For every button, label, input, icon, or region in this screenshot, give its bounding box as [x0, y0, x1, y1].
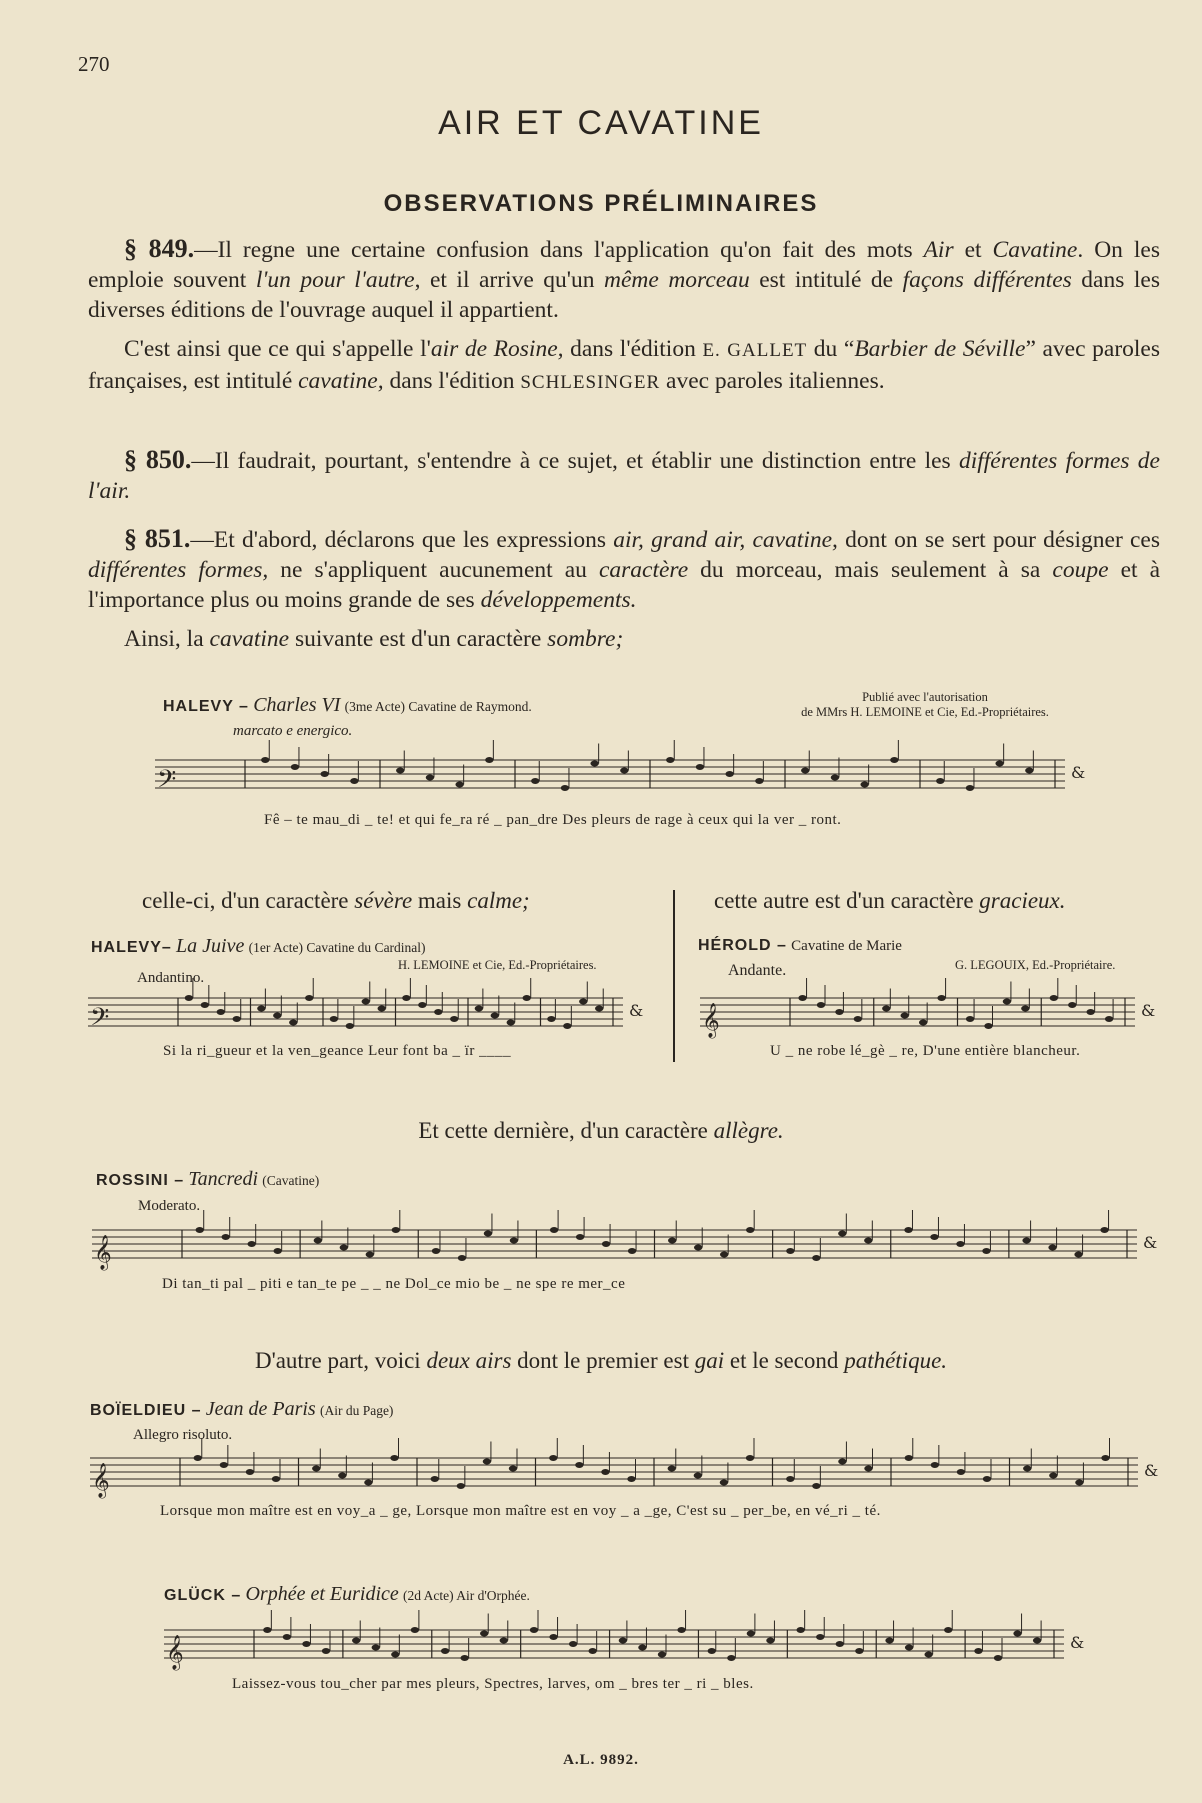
- note-head: [378, 1006, 386, 1012]
- note-head: [569, 1641, 577, 1647]
- note-head: [835, 1009, 843, 1015]
- note-head: [1033, 1638, 1041, 1644]
- tempo-marking: Moderato.: [138, 1198, 201, 1214]
- plate-number: A.L. 9892.: [563, 1752, 639, 1768]
- note-head: [974, 1648, 982, 1654]
- note-head: [460, 1655, 468, 1661]
- note-head: [746, 1455, 754, 1461]
- note-head: [786, 1248, 794, 1254]
- note-head: [994, 1655, 1002, 1661]
- note-head: [450, 1016, 458, 1022]
- note-head: [1105, 1016, 1113, 1022]
- music-staff: [92, 1222, 1157, 1272]
- note-head: [982, 1248, 990, 1254]
- note-head: [1025, 768, 1033, 774]
- music-staff: [164, 1622, 1084, 1672]
- note-head: [901, 1013, 909, 1019]
- note-head: [302, 1641, 310, 1647]
- lyrics: Si la ri_gueur et la ven_geance Leur font ba _ ïr ____: [163, 1043, 512, 1059]
- note-head: [1022, 1238, 1030, 1244]
- example-boieldieu-jean-de-paris: [90, 1398, 393, 1421]
- note-head: [579, 999, 587, 1005]
- note-head: [575, 1462, 583, 1468]
- note-head: [812, 1483, 820, 1489]
- paragraph-849: § 849.—Il regne une certaine confusion dans l'application qu'on fait des mots Air et Cavatine. On les emploie souvent l'un pour l'autre, et il arrive qu'un même morceau est intitulé de façons différentes dans les diverses éditions de l'ouvrage auquel il appartient.: [88, 234, 1160, 323]
- note-head: [257, 1006, 265, 1012]
- page-title: AIR ET CAVATINE: [438, 104, 764, 142]
- note-head: [246, 1469, 254, 1475]
- note-head: [1100, 1227, 1108, 1233]
- note-head: [340, 1245, 348, 1251]
- note-head: [263, 1627, 271, 1633]
- note-head: [919, 1020, 927, 1026]
- note-head: [816, 1634, 824, 1640]
- note-head: [746, 1227, 754, 1233]
- clef-icon: 𝄞: [702, 1003, 720, 1038]
- note-head: [352, 1638, 360, 1644]
- paragraph-851: § 851.—Et d'abord, déclarons que les expressions air, grand air, cavatine, dont on se sert pour désigner ces différentes formes, ne s'appliquent aucunement au caractère du morceau, mais seulement à sa coupe et à l'importance plus ou moins grande de ses développements.: [88, 524, 1161, 613]
- note-head: [588, 1648, 596, 1654]
- note-head: [194, 1455, 202, 1461]
- note-head: [838, 1231, 846, 1237]
- note-head: [475, 1006, 483, 1012]
- note-head: [725, 771, 733, 777]
- note-head: [590, 761, 598, 767]
- note-head: [485, 757, 493, 763]
- note-head: [658, 1652, 666, 1658]
- note-head: [864, 1466, 872, 1472]
- note-head: [550, 1227, 558, 1233]
- note-head: [747, 1631, 755, 1637]
- music-staff: [155, 752, 1085, 802]
- note-head: [305, 995, 313, 1001]
- note-head: [312, 1466, 320, 1472]
- note-head: [801, 768, 809, 774]
- note-head: [350, 778, 358, 784]
- note-head: [904, 1227, 912, 1233]
- note-head: [694, 1473, 702, 1479]
- note-head: [455, 782, 463, 788]
- note-head: [924, 1652, 932, 1658]
- note-head: [1075, 1480, 1083, 1486]
- note-head: [864, 1238, 872, 1244]
- note-head: [185, 995, 193, 1001]
- note-head: [666, 757, 674, 763]
- note-head: [838, 1459, 846, 1465]
- music-staff: [90, 1450, 1158, 1500]
- note-head: [854, 1016, 862, 1022]
- lyrics: Fê – te mau_di _ te! et qui fe_ra ré _ pan_dre Des pleurs de rage à ceux qui la ver _ ront.: [264, 812, 842, 828]
- note-head: [392, 1227, 400, 1233]
- note-head: [247, 1241, 255, 1247]
- note-head: [694, 1245, 702, 1251]
- section-number: § 851.: [124, 524, 191, 553]
- note-head: [289, 1020, 297, 1026]
- section-subtitle: OBSERVATIONS PRÉLIMINAIRES: [383, 190, 819, 217]
- note-head: [484, 1231, 492, 1237]
- continuation-mark: &: [1141, 1001, 1156, 1020]
- note-head: [391, 1652, 399, 1658]
- note-head: [1068, 1002, 1076, 1008]
- note-head: [510, 1238, 518, 1244]
- note-head: [983, 1476, 991, 1482]
- note-head: [755, 778, 763, 784]
- note-head: [668, 1466, 676, 1472]
- note-head: [595, 1006, 603, 1012]
- note-head: [233, 1016, 241, 1022]
- note-head: [1021, 1006, 1029, 1012]
- publisher-rights: G. LEGOUIX, Ed.-Propriétaire.: [955, 958, 1116, 972]
- note-head: [1101, 1455, 1109, 1461]
- note-head: [366, 1252, 374, 1258]
- note-head: [720, 1480, 728, 1486]
- music-staff: [88, 990, 643, 1040]
- note-head: [1003, 999, 1011, 1005]
- example-heading: HALEVY– La Juive (1er Acte) Cavatine du Cardinal): [91, 935, 426, 957]
- note-head: [320, 771, 328, 777]
- note-head: [727, 1655, 735, 1661]
- note-head: [563, 1023, 571, 1029]
- note-head: [627, 1476, 635, 1482]
- note-head: [547, 1016, 555, 1022]
- note-head: [196, 1227, 204, 1233]
- page-number: 270: [78, 52, 110, 76]
- note-head: [222, 1234, 230, 1240]
- note-head: [441, 1648, 449, 1654]
- example-gluck-orphee: [164, 1583, 530, 1606]
- note-head: [338, 1473, 346, 1479]
- music-staff: [700, 990, 1155, 1040]
- note-head: [798, 995, 806, 1001]
- example-heading: GLÜCK – Orphée et Euridice (2d Acte) Air d'Orphée.: [164, 1583, 530, 1605]
- note-head: [677, 1627, 685, 1633]
- note-head: [956, 1241, 964, 1247]
- intro-text: D'autre part, voici deux airs dont le premier est gai et le second pathétique.: [254, 1348, 948, 1373]
- note-head: [523, 995, 531, 1001]
- section-number: § 849.: [124, 234, 195, 263]
- note-head: [434, 1009, 442, 1015]
- note-head: [966, 785, 974, 791]
- note-head: [283, 1634, 291, 1640]
- tempo-marking: marcato e energico.: [233, 723, 353, 739]
- note-head: [944, 1627, 952, 1633]
- note-head: [885, 1638, 893, 1644]
- note-head: [411, 1627, 419, 1633]
- note-head: [457, 1483, 465, 1489]
- note-head: [273, 1013, 281, 1019]
- note-head: [696, 764, 704, 770]
- note-head: [966, 1016, 974, 1022]
- note-head: [601, 1469, 609, 1475]
- note-head: [602, 1241, 610, 1247]
- note-head: [291, 764, 299, 770]
- example-halevy-charles-vi: [163, 694, 532, 717]
- note-head: [418, 1002, 426, 1008]
- note-head: [812, 1255, 820, 1261]
- note-head: [396, 768, 404, 774]
- note-head: [549, 1634, 557, 1640]
- note-head: [362, 999, 370, 1005]
- intro-text: celle-ci, d'un caractère sévère mais calme;: [142, 888, 530, 913]
- note-head: [273, 1248, 281, 1254]
- note-head: [322, 1648, 330, 1654]
- example-halevy-la-juive: [91, 935, 426, 958]
- note-head: [860, 782, 868, 788]
- continuation-mark: &: [1070, 1633, 1085, 1652]
- note-head: [1086, 1009, 1094, 1015]
- tempo-marking: Andante.: [728, 962, 787, 979]
- note-head: [620, 768, 628, 774]
- note-head: [1048, 1245, 1056, 1251]
- note-head: [984, 1023, 992, 1029]
- note-head: [364, 1480, 372, 1486]
- note-head: [786, 1476, 794, 1482]
- clef-icon: 𝄢: [90, 1003, 110, 1038]
- publisher-rights: H. LEMOINE et Cie, Ed.-Propriétaires.: [398, 958, 597, 972]
- note-head: [530, 1627, 538, 1633]
- note-head: [836, 1641, 844, 1647]
- note-head: [668, 1238, 676, 1244]
- note-head: [507, 1020, 515, 1026]
- paragraph-849-continued: C'est ainsi que ce qui s'appelle l'air de Rosine, dans l'édition E. GALLET du “Barbier de Séville” avec paroles françaises, est intitulé cavatine, dans l'édition SCHLESINGER avec paroles italiennes.: [88, 336, 1160, 394]
- note-head: [549, 1455, 557, 1461]
- note-head: [314, 1238, 322, 1244]
- continuation-mark: &: [1071, 763, 1086, 782]
- note-head: [890, 757, 898, 763]
- note-head: [483, 1459, 491, 1465]
- note-head: [261, 757, 269, 763]
- note-head: [831, 775, 839, 781]
- clef-icon: 𝄞: [166, 1635, 184, 1670]
- example-rossini-tancredi: [96, 1168, 319, 1191]
- section-number: § 850.: [124, 445, 192, 474]
- note-head: [561, 785, 569, 791]
- note-head: [491, 1013, 499, 1019]
- note-head: [390, 1455, 398, 1461]
- publisher-rights: Publié avec l'autorisation de MMrs H. LEMOINE et Cie, Ed.-Propriétaires.: [801, 690, 1049, 719]
- note-head: [1023, 1466, 1031, 1472]
- note-head: [402, 995, 410, 1001]
- continuation-mark: &: [1144, 1461, 1159, 1480]
- note-head: [1074, 1252, 1082, 1258]
- note-head: [426, 775, 434, 781]
- note-head: [855, 1648, 863, 1654]
- lyrics: Laissez-vous tou_cher par mes pleurs, Spectres, larves, om _ bres ter _ ri _ bles.: [232, 1676, 754, 1692]
- intro-text: cette autre est d'un caractère gracieux.: [714, 888, 1066, 913]
- note-head: [201, 1002, 209, 1008]
- note-head: [817, 1002, 825, 1008]
- note-head: [995, 761, 1003, 767]
- note-head: [905, 1455, 913, 1461]
- tempo-marking: Andantino.: [137, 970, 205, 986]
- note-head: [628, 1248, 636, 1254]
- note-head: [480, 1631, 488, 1637]
- note-head: [638, 1645, 646, 1651]
- tempo-marking: Allegro risoluto.: [133, 1427, 233, 1443]
- lyrics: Di tan_ti pal _ piti e tan_te pe _ _ ne Dol_ce mio be _ ne spe re mer_ce: [162, 1276, 626, 1292]
- note-head: [531, 778, 539, 784]
- note-head: [500, 1638, 508, 1644]
- note-head: [432, 1248, 440, 1254]
- note-head: [931, 1462, 939, 1468]
- note-head: [509, 1466, 517, 1472]
- column-divider: [673, 890, 675, 1062]
- clef-icon: 𝄞: [92, 1463, 110, 1498]
- note-head: [937, 995, 945, 1001]
- note-head: [576, 1234, 584, 1240]
- note-head: [220, 1462, 228, 1468]
- clef-icon: 𝄞: [94, 1235, 112, 1270]
- lyrics: U _ ne robe lé_gè _ re, D'une entière blancheur.: [770, 1043, 1081, 1059]
- note-head: [882, 1006, 890, 1012]
- paragraph-ainsi: Ainsi, la cavatine suivante est d'un caractère sombre;: [124, 626, 624, 652]
- lyrics: Lorsque mon maître est en voy_a _ ge, Lorsque mon maître est en voy _ a _ge, C'est su _ per_be, en vé_ri _ té.: [160, 1503, 881, 1519]
- note-head: [372, 1645, 380, 1651]
- note-head: [708, 1648, 716, 1654]
- note-head: [766, 1638, 774, 1644]
- continuation-mark: &: [629, 1001, 644, 1020]
- note-head: [272, 1476, 280, 1482]
- note-head: [1013, 1631, 1021, 1637]
- continuation-mark: &: [1143, 1233, 1158, 1252]
- example-heading: HÉROLD – Cavatine de Marie: [698, 937, 902, 954]
- note-head: [346, 1023, 354, 1029]
- paragraph-850: § 850.—Il faudrait, pourtant, s'entendre à ce sujet, et établir une distinction entre les différentes formes de l'air.: [88, 445, 1160, 504]
- example-heading: HALEVY – Charles VI (3me Acte) Cavatine de Raymond.: [163, 694, 532, 716]
- note-head: [936, 778, 944, 784]
- note-head: [1049, 1473, 1057, 1479]
- note-head: [720, 1252, 728, 1258]
- note-head: [957, 1469, 965, 1475]
- note-head: [930, 1234, 938, 1240]
- example-heading: BOÏELDIEU – Jean de Paris (Air du Page): [90, 1398, 394, 1420]
- note-head: [1050, 995, 1058, 1001]
- intro-text: Et cette dernière, d'un caractère allègre.: [418, 1118, 784, 1143]
- example-heading: ROSSINI – Tancredi (Cavatine): [96, 1168, 320, 1190]
- note-head: [905, 1645, 913, 1651]
- note-head: [431, 1476, 439, 1482]
- note-head: [458, 1255, 466, 1261]
- note-head: [796, 1627, 804, 1633]
- note-head: [619, 1638, 627, 1644]
- clef-icon: 𝄢: [157, 765, 177, 800]
- note-head: [330, 1016, 338, 1022]
- example-herold-marie: [698, 935, 902, 955]
- note-head: [217, 1009, 225, 1015]
